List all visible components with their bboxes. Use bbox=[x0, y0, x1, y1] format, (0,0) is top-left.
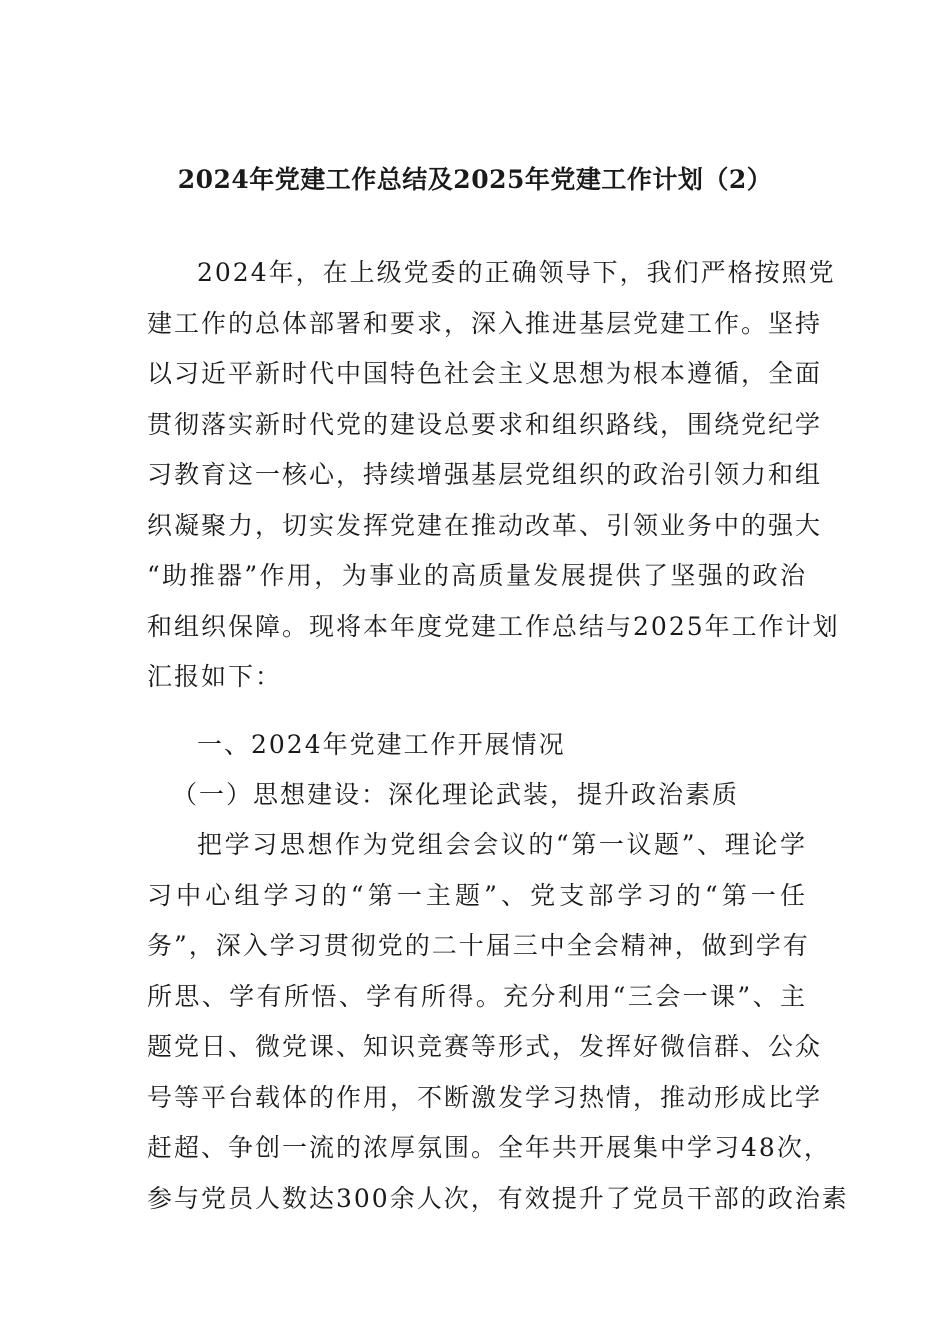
document-title: 2024年党建工作总结及2025年党建工作计划（2） bbox=[177, 165, 773, 194]
text-line: 赶超、争创一流的浓厚氛围。全年共开展集中学习48次， bbox=[147, 1133, 831, 1162]
text-line: 习教育这一核心，持续增强基层党组织的政治引领力和组 bbox=[147, 460, 823, 489]
text-line: 建工作的总体部署和要求，深入推进基层党建工作。坚持 bbox=[147, 308, 823, 338]
subsection-heading-text: （一）思想建设：深化理论武装，提升政治素质 bbox=[172, 780, 740, 809]
text-line: “助推器”作用，为事业的高质量发展提供了坚强的政治 bbox=[147, 561, 807, 590]
section-heading-text: 一、2024年党建工作开展情况 bbox=[197, 730, 566, 759]
text-line: 2024年，在上级党委的正确领导下，我们严格按照党 bbox=[197, 258, 836, 287]
text-line: 以习近平新时代中国特色社会主义思想为根本遵循，全面 bbox=[147, 359, 823, 388]
text-line: 贯彻落实新时代党的建设总要求和组织路线，围绕党纪学 bbox=[147, 409, 823, 439]
text-line: 题党日、微党课、知识竞赛等形式，发挥好微信群、公众 bbox=[147, 1032, 823, 1061]
section-heading bbox=[147, 720, 807, 771]
body-paragraph bbox=[147, 820, 849, 1224]
intro-paragraph bbox=[147, 248, 840, 703]
text-line: 号等平台载体的作用，不断激发学习热情，推动形成比学 bbox=[147, 1082, 823, 1112]
text-line: 所思、学有所悟、学有所得。充分利用“三会一课”、主 bbox=[147, 981, 807, 1011]
text-line: 务”，深入学习贯彻党的二十届三中全会精神，做到学有 bbox=[147, 931, 810, 960]
text-line: 织凝聚力，切实发挥党建在推动改革、引领业务中的强大 bbox=[147, 510, 823, 540]
text-line: 习中心组学习的“第一主题”、党支部学习的“第一任 bbox=[147, 880, 807, 910]
text-line: 把学习思想作为党组会会议的“第一议题”、理论学 bbox=[197, 830, 807, 859]
subsection-heading bbox=[147, 770, 807, 821]
text-line: 和组织保障。现将本年度党建工作总结与2025年工作计划 bbox=[147, 611, 840, 641]
text-line: 汇报如下： bbox=[147, 662, 283, 691]
text-line: 参与党员人数达300余人次，有效提升了党员干部的政治素 bbox=[147, 1183, 849, 1213]
